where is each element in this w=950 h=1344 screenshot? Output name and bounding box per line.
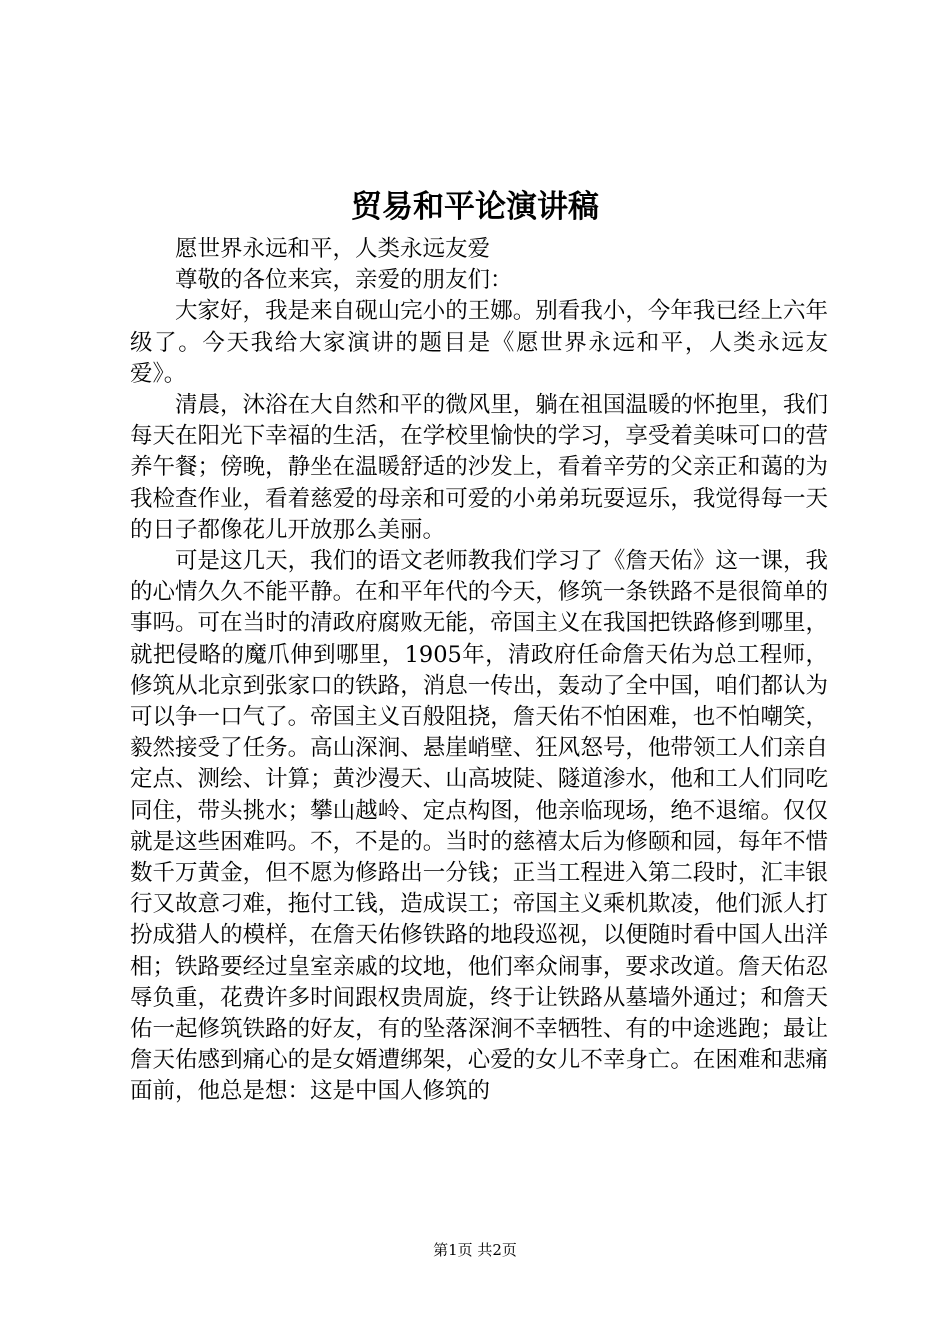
paragraph-greeting: 尊敬的各位来宾，亲爱的朋友们： (175, 267, 513, 294)
document-title: 贸易和平论演讲稿 (351, 189, 599, 225)
paragraph-motto: 愿世界永远和平，人类永远友爱 (175, 236, 491, 262)
paragraph-morning: 清晨，沐浴在大自然和平的微风里，躺在祖国温暖的怀抱里，我们每天在阳光下幸福的生活，在学校里愉快的学习，享受着美味可口的营养午餐；傍晚，静坐在温暖舒适的沙发上，看着辛劳的父亲正和蔼的为我检查作业，看着慈爱的母亲和可爱的小弟弟玩耍逗乐，我觉得每一天的日子都像花儿开放那么美丽。 (130, 392, 828, 543)
paragraph-zhan-tianyou: 可是这几天，我们的语文老师教我们学习了《詹天佑》这一课，我的心情久久不能平静。在和平年代的今天，修筑一条铁路不是很简单的事吗。可在当时的清政府腐败无能，帝国主义在我国把铁路修到哪里，就把侵略的魔爪伸到哪里，1905年，清政府任命詹天佑为总工程师，修筑从北京到张家口的铁路，消息一传出，轰动了全中国，咱们都认为可以争一口气了。帝国主义百般阻挠，詹天佑不怕困难，也不怕嘲笑，毅然接受了任务。高山深涧、悬崖峭壁、狂风怒号，他带领工人们亲自定点、测绘、计算；黄沙漫天、山高坡陡、隧道渗水，他和工人们同吃同住，带头挑水；攀山越岭、定点构图，他亲临现场，绝不退缩。仅仅就是这些困难吗。不，不是的。当时的慈禧太后为修颐和园，每年不惜数千万黄金，但不愿为修路出一分钱；正当工程进入第二段时，汇丰银行又故意刁难，拖付工钱，造成误工；帝国主义乘机欺凌，他们派人打扮成猎人的模样，在詹天佑修铁路的地段巡视，以便随时看中国人出洋相；铁路要经过皇室亲戚的坟地，他们率众闹事，要求改道。詹天佑忍辱负重，花费许多时间跟权贵周旋，终于让铁路从墓墙外通过；和詹天佑一起修筑铁路的好友，有的坠落深涧不幸牺牲、有的中途逃跑；最让詹天佑感到痛心的是女婿遭绑架，心爱的女儿不幸身亡。在困难和悲痛面前，他总是想：这是中国人修筑的 (130, 548, 828, 1105)
paragraph-introduction: 大家好，我是来自砚山完小的王娜。别看我小，今年我已经上六年级了。今天我给大家演讲的题目是《愿世界永远和平，人类永远友爱》。 (130, 298, 828, 387)
page-number-footer: 第1页 共2页 (433, 1241, 517, 1259)
document-body (130, 234, 828, 1108)
